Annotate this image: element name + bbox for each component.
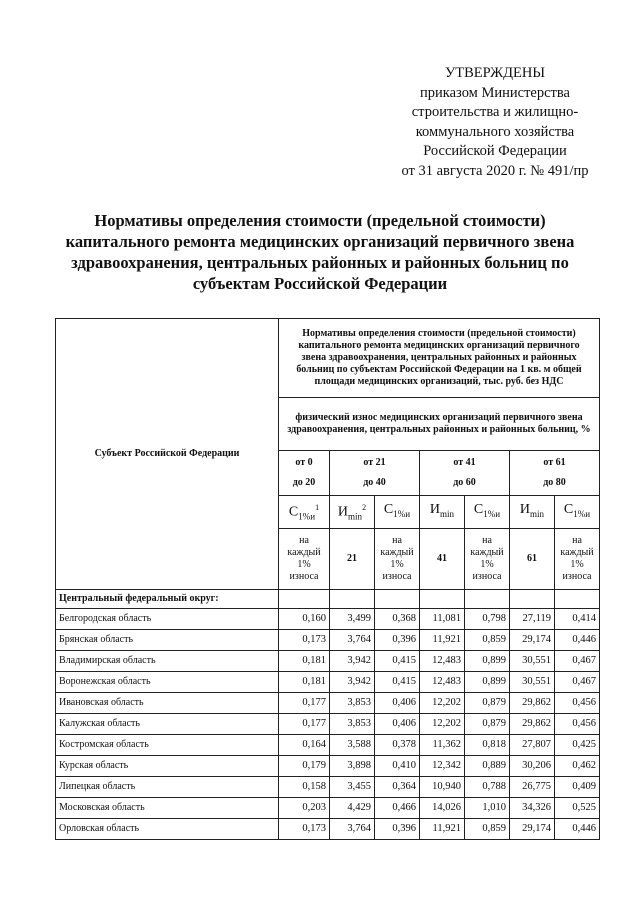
- value-cell: 3,853: [330, 693, 375, 714]
- value-cell: 0,456: [555, 693, 600, 714]
- value-cell: 3,898: [330, 756, 375, 777]
- value-cell: 0,462: [555, 756, 600, 777]
- value-cell: 0,859: [465, 630, 510, 651]
- value-cell: 0,181: [279, 672, 330, 693]
- symbol-imin-header: $И_{min}$: [510, 496, 555, 529]
- value-cell: 0,446: [555, 819, 600, 840]
- value-cell: 0,466: [375, 798, 420, 819]
- symbol-c-header: $С_{1\%и}^1$: [279, 496, 330, 529]
- value-cell: 3,764: [330, 630, 375, 651]
- title-line: здравоохранения, центральных районных и районных больниц по: [71, 253, 569, 272]
- per-unit-label: на каждый 1% износа: [375, 529, 420, 590]
- value-cell: 29,174: [510, 819, 555, 840]
- range-from: от 0: [295, 457, 313, 468]
- symbol-c-header: $С_{1\%и}$: [555, 496, 600, 529]
- wear-header: физический износ медицинских организаций первичного звена здравоохранения, центральных районных и районных больниц, %: [279, 398, 600, 451]
- value-cell: 0,798: [465, 609, 510, 630]
- value-cell: 29,862: [510, 714, 555, 735]
- imin-value: 21: [330, 529, 375, 590]
- table-row: [56, 693, 600, 714]
- range-21-40: [330, 451, 420, 496]
- value-cell: 0,406: [375, 714, 420, 735]
- approval-line: Российской Федерации: [423, 143, 567, 159]
- table-row: [56, 819, 600, 840]
- region-name: Курская область: [56, 756, 279, 777]
- value-cell: 29,862: [510, 693, 555, 714]
- range-to: до 20: [292, 477, 316, 488]
- value-cell: 11,921: [420, 630, 465, 651]
- value-cell: 4,429: [330, 798, 375, 819]
- value-cell: 30,206: [510, 756, 555, 777]
- value-cell: 0,818: [465, 735, 510, 756]
- value-cell: 34,326: [510, 798, 555, 819]
- value-cell: 12,483: [420, 651, 465, 672]
- title-line: капитального ремонта медицинских организаций первичного звена: [65, 232, 575, 251]
- value-cell: 0,879: [465, 693, 510, 714]
- value-cell: 14,026: [420, 798, 465, 819]
- subject-header: Субъект Российской Федерации: [56, 319, 279, 590]
- per-unit-label: на каждый 1% износа: [279, 529, 330, 590]
- region-name: Орловская область: [56, 819, 279, 840]
- title-line: Нормативы определения стоимости (предельной стоимости): [94, 211, 546, 230]
- norms-table: [55, 318, 600, 840]
- region-name: Костромская область: [56, 735, 279, 756]
- value-cell: 3,499: [330, 609, 375, 630]
- region-name: Воронежская область: [56, 672, 279, 693]
- region-name: Липецкая область: [56, 777, 279, 798]
- value-cell: 0,173: [279, 630, 330, 651]
- document-title: [40, 210, 600, 294]
- value-cell: 0,446: [555, 630, 600, 651]
- range-0-20: [279, 451, 330, 496]
- district-heading: Центральный федеральный округ:: [56, 590, 279, 609]
- value-cell: 11,921: [420, 819, 465, 840]
- value-cell: 3,764: [330, 819, 375, 840]
- table-row: [56, 756, 600, 777]
- table-row: [56, 651, 600, 672]
- approval-line: от 31 августа 2020 г. № 491/пр: [401, 162, 589, 179]
- range-from: от 21: [363, 457, 386, 468]
- value-cell: 0,396: [375, 819, 420, 840]
- value-cell: 0,410: [375, 756, 420, 777]
- value-cell: 12,202: [420, 693, 465, 714]
- value-cell: 0,879: [465, 714, 510, 735]
- approval-line: строительства и жилищно-: [411, 104, 579, 120]
- value-cell: 0,859: [465, 819, 510, 840]
- table-row: [56, 777, 600, 798]
- value-cell: 3,588: [330, 735, 375, 756]
- value-cell: 0,414: [555, 609, 600, 630]
- value-cell: 3,942: [330, 672, 375, 693]
- symbol-c-header: $С_{1\%и}$: [375, 496, 420, 529]
- value-cell: 11,362: [420, 735, 465, 756]
- value-cell: 0,425: [555, 735, 600, 756]
- value-cell: 26,775: [510, 777, 555, 798]
- value-cell: 0,396: [375, 630, 420, 651]
- value-cell: 0,406: [375, 693, 420, 714]
- value-cell: 27,119: [510, 609, 555, 630]
- value-cell: 27,807: [510, 735, 555, 756]
- value-cell: 0,181: [279, 651, 330, 672]
- value-cell: 0,164: [279, 735, 330, 756]
- region-name: Брянская область: [56, 630, 279, 651]
- table-row: [56, 672, 600, 693]
- value-cell: 0,368: [375, 609, 420, 630]
- value-cell: 0,899: [465, 651, 510, 672]
- value-cell: 0,158: [279, 777, 330, 798]
- approval-line: коммунального хозяйства: [415, 123, 575, 140]
- value-cell: 10,940: [420, 777, 465, 798]
- main-header: Нормативы определения стоимости (предельной стоимости) капитального ремонта медицинских организаций первичного звена здравоохранения, центральных районных и районных больниц по субъектам Российской Федерации на 1 кв. м общей площади медицинских организаций, тыс. руб. без НДС: [279, 319, 600, 398]
- value-cell: 0,364: [375, 777, 420, 798]
- range-to: до 60: [453, 477, 476, 488]
- value-cell: 0,467: [555, 672, 600, 693]
- value-cell: 0,160: [279, 609, 330, 630]
- title-line: субъектам Российской Федерации: [192, 274, 448, 293]
- symbol-imin-header: $И_{min}^2$: [330, 496, 375, 529]
- region-name: Ивановская область: [56, 693, 279, 714]
- value-cell: 0,525: [555, 798, 600, 819]
- range-to: до 80: [543, 477, 566, 488]
- value-cell: 30,551: [510, 651, 555, 672]
- value-cell: 0,788: [465, 777, 510, 798]
- value-cell: 1,010: [465, 798, 510, 819]
- per-unit-label: на каждый 1% износа: [465, 529, 510, 590]
- per-unit-label: на каждый 1% износа: [555, 529, 600, 590]
- table-row: [56, 798, 600, 819]
- value-cell: 0,378: [375, 735, 420, 756]
- table-row: [56, 714, 600, 735]
- symbol-c-header: $С_{1\%и}$: [465, 496, 510, 529]
- value-cell: 0,456: [555, 714, 600, 735]
- value-cell: 0,203: [279, 798, 330, 819]
- value-cell: 0,177: [279, 714, 330, 735]
- approval-line: приказом Министерства: [420, 84, 570, 101]
- symbol-imin-header: $И_{min}$: [420, 496, 465, 529]
- region-name: Калужская область: [56, 714, 279, 735]
- imin-value: 41: [420, 529, 465, 590]
- value-cell: 11,081: [420, 609, 465, 630]
- range-41-60: [420, 451, 510, 496]
- range-from: от 61: [543, 457, 566, 468]
- value-cell: 0,415: [375, 651, 420, 672]
- value-cell: 0,409: [555, 777, 600, 798]
- range-61-80: [510, 451, 600, 496]
- value-cell: 0,899: [465, 672, 510, 693]
- value-cell: 12,483: [420, 672, 465, 693]
- approval-line: УТВЕРЖДЕНЫ: [444, 65, 546, 81]
- value-cell: 12,342: [420, 756, 465, 777]
- value-cell: 0,889: [465, 756, 510, 777]
- value-cell: 0,467: [555, 651, 600, 672]
- value-cell: 30,551: [510, 672, 555, 693]
- value-cell: 3,455: [330, 777, 375, 798]
- region-name: Владимирская область: [56, 651, 279, 672]
- range-from: от 41: [453, 457, 476, 468]
- value-cell: 3,853: [330, 714, 375, 735]
- region-name: Московская область: [56, 798, 279, 819]
- region-name: Белгородская область: [56, 609, 279, 630]
- value-cell: 0,179: [279, 756, 330, 777]
- approval-stamp: [370, 64, 620, 181]
- value-cell: 0,415: [375, 672, 420, 693]
- value-cell: 3,942: [330, 651, 375, 672]
- value-cell: 0,173: [279, 819, 330, 840]
- value-cell: 0,177: [279, 693, 330, 714]
- value-cell: 12,202: [420, 714, 465, 735]
- table-row: [56, 630, 600, 651]
- table-row: [56, 735, 600, 756]
- range-to: до 40: [363, 477, 386, 488]
- value-cell: 29,174: [510, 630, 555, 651]
- imin-value: 61: [510, 529, 555, 590]
- table-row: [56, 609, 600, 630]
